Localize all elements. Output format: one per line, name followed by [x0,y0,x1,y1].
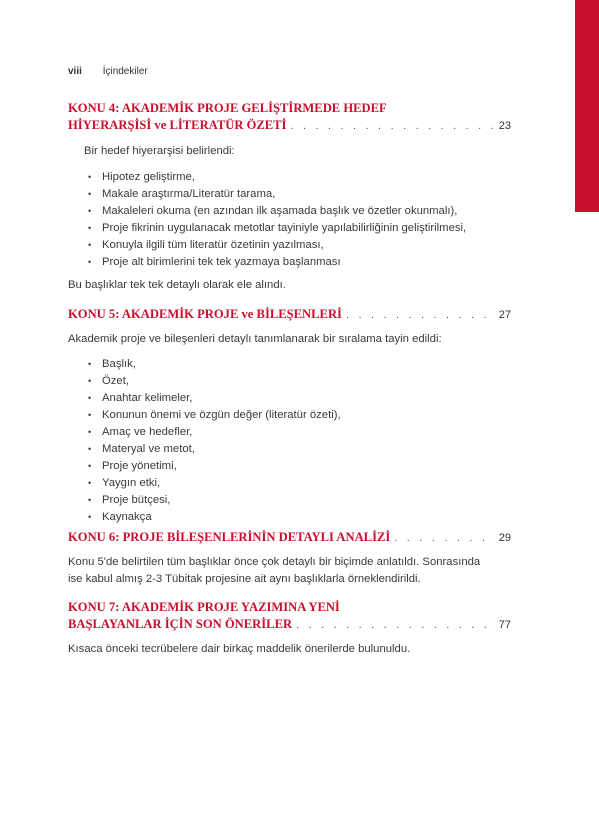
list-item: • Kaynakça [88,509,511,526]
list-item: • Yaygın etki, [88,475,511,492]
list-item: • Konunun önemi ve özgün değer (literatür özeti), [88,407,511,424]
toc-section-4 [68,100,511,294]
list-item: • Konuyla ilgili tüm literatür özetinin yazılması, [88,237,511,254]
section-page-number: 23 [498,120,511,132]
section-title[interactable] [68,529,511,547]
section-title[interactable] [68,100,511,135]
toc-section-6 [68,529,511,588]
section-title-line: KONU 7: AKADEMİK PROJE YAZIMINA YENİ [68,600,340,614]
running-title: İçindekiler [102,66,148,77]
section-page-number: 27 [498,309,511,321]
section-title-line: HİYERARŞİSİ ve LİTERATÜR ÖZETİ [68,118,287,132]
section-title-line: KONU 4: AKADEMİK PROJE GELİŞTİRMEDE HEDEF [68,101,387,115]
bullet-list [68,356,511,526]
list-item: • Proje fikrinin uygulanacak metotlar tayiniyle yapılabilirliğinin geliştirilmesi, [88,220,511,237]
section-title[interactable] [68,599,511,634]
chapter-tab [575,0,599,212]
list-item: • Hipotez geliştirme, [88,169,511,186]
page-header [68,66,148,77]
page-number: viii [68,66,82,77]
list-item: • Proje alt birimlerini tek tek yazmaya başlanması [88,254,511,271]
list-item: • Makale araştırma/Literatür tarama, [88,186,511,203]
list-item: • Özet, [88,373,511,390]
section-page-number: 29 [498,532,511,544]
list-item: • Anahtar kelimeler, [88,390,511,407]
leader-dots [346,307,495,324]
toc-section-5 [68,306,511,526]
list-item: • Amaç ve hedefler, [88,424,511,441]
section-body-line: Konu 5'de belirtilen tüm başlıklar önce çok detaylı bir biçimde anlatıldı. Sonrasında [68,556,481,568]
section-outro: Bu başlıklar tek tek detaylı olarak ele alındı. [68,279,286,291]
list-item: • Başlık, [88,356,511,373]
leader-dots [290,118,494,135]
section-title-line: KONU 5: AKADEMİK PROJE ve BİLEŞENLERİ [68,307,342,321]
leader-dots [296,617,495,634]
section-title-line: KONU 6: PROJE BİLEŞENLERİNİN DETAYLI ANALİZİ [68,530,391,544]
list-item: • Proje bütçesi, [88,492,511,509]
section-body-line: ise kabul almış 2-3 Tübitak projesine ait aynı başlıklarla örneklendirildi. [68,573,421,585]
toc-content [68,100,511,658]
list-item: • Proje yönetimi, [88,458,511,475]
leader-dots [394,530,494,547]
list-item: • Makaleleri okuma (en azından ilk aşamada başlık ve özetler okunmalı), [88,203,511,220]
section-body: Kısaca önceki tecrübelere dair birkaç maddelik önerilerde bulunuldu. [68,643,411,655]
bullet-list [68,169,511,271]
section-title[interactable] [68,306,511,324]
section-page-number: 77 [498,619,511,631]
toc-section-7 [68,599,511,658]
section-title-line: BAŞLAYANLAR İÇİN SON ÖNERİLER [68,617,293,631]
section-intro: Akademik proje ve bileşenleri detaylı tanımlanarak bir sıralama tayin edildi: [68,333,442,345]
section-intro: Bir hedef hiyerarşisi belirlendi: [84,145,235,157]
list-item: • Materyal ve metot, [88,441,511,458]
